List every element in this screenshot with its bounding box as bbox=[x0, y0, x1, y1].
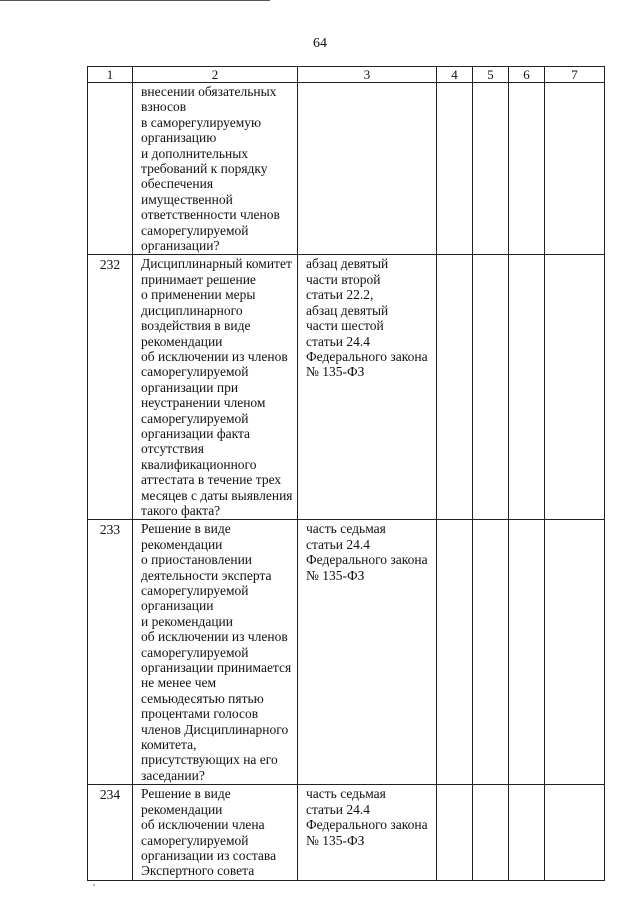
question-text bbox=[133, 83, 298, 255]
legal-reference bbox=[298, 520, 437, 785]
question-line: неустранении членом bbox=[141, 395, 266, 411]
question-line: об исключении члена bbox=[141, 817, 265, 833]
question-line: о применении меры bbox=[141, 287, 256, 303]
empty-cell-col-7 bbox=[545, 520, 605, 785]
reference-line: Федерального закона bbox=[306, 552, 428, 568]
question-line: квалификационного bbox=[141, 456, 257, 472]
empty-cell-col-5 bbox=[473, 83, 509, 255]
empty-cell-col-5 bbox=[473, 255, 509, 520]
question-line: отсутствия bbox=[141, 441, 204, 457]
reference-line: части второй bbox=[306, 271, 381, 287]
header-col-7: 7 bbox=[545, 67, 605, 83]
header-col-5: 5 bbox=[473, 67, 509, 83]
question-line: взносов bbox=[141, 99, 187, 115]
question-line: требований к порядку bbox=[141, 161, 268, 177]
reference-line: абзац девятый bbox=[306, 302, 389, 318]
header-col-6: 6 bbox=[509, 67, 545, 83]
empty-cell-col-7 bbox=[545, 785, 605, 880]
question-line: о приостановлении bbox=[141, 552, 253, 568]
empty-cell-col-6 bbox=[509, 83, 545, 255]
question-line: организации из состава bbox=[141, 847, 277, 863]
legal-reference bbox=[298, 83, 437, 255]
reference-line: статьи 22.2, bbox=[306, 287, 374, 303]
legal-reference bbox=[298, 785, 437, 880]
question-line: Решение в виде bbox=[141, 521, 231, 537]
question-line: семьюдесятью пятью bbox=[141, 690, 264, 706]
questions-table bbox=[87, 66, 605, 881]
question-line: процентами голосов bbox=[141, 706, 259, 722]
question-line: рекомендации bbox=[141, 801, 223, 817]
question-line: заседании? bbox=[141, 767, 205, 783]
header-col-3: 3 bbox=[298, 67, 437, 83]
question-line: организации факта bbox=[141, 425, 251, 441]
empty-cell-col-4 bbox=[437, 520, 473, 785]
question-line: и дополнительных bbox=[141, 145, 249, 161]
question-line: членов Дисциплинарного bbox=[141, 721, 289, 737]
question-line: саморегулируемой bbox=[141, 583, 249, 598]
question-line: саморегулируемой bbox=[141, 644, 249, 660]
table-row bbox=[88, 520, 605, 785]
question-line: организации bbox=[141, 598, 214, 614]
question-line: организации при bbox=[141, 379, 239, 395]
question-line: такого факта? bbox=[141, 502, 221, 518]
legal-reference bbox=[298, 255, 437, 520]
empty-cell-col-7 bbox=[545, 83, 605, 255]
question-line: рекомендации bbox=[141, 333, 223, 349]
question-line: воздействия в виде bbox=[141, 318, 251, 334]
row-number: 233 bbox=[88, 520, 133, 785]
header-col-4: 4 bbox=[437, 67, 473, 83]
question-line: имущественной bbox=[141, 191, 233, 207]
empty-cell-col-5 bbox=[473, 785, 509, 880]
question-line: саморегулируемой bbox=[141, 222, 249, 238]
header-col-2: 2 bbox=[133, 67, 298, 83]
empty-cell-col-6 bbox=[509, 255, 545, 520]
empty-cell-col-7 bbox=[545, 255, 605, 520]
reference-line: статьи 24.4 bbox=[306, 536, 370, 552]
reference-line: статьи 24.4 bbox=[306, 801, 370, 817]
question-line: в саморегулируемую bbox=[141, 114, 262, 130]
empty-cell-col-4 bbox=[437, 785, 473, 880]
question-line: дисциплинарного bbox=[141, 302, 243, 318]
question-line: ответственности членов bbox=[141, 207, 280, 223]
question-line: аттестата в течение трех bbox=[141, 472, 282, 488]
reference-line: абзац девятый bbox=[306, 256, 389, 272]
question-text bbox=[133, 520, 298, 785]
question-text bbox=[133, 785, 298, 880]
question-line: рекомендации bbox=[141, 536, 223, 552]
question-line: и рекомендации bbox=[141, 613, 234, 629]
question-line: организации? bbox=[141, 238, 220, 254]
row-number: 232 bbox=[88, 255, 133, 520]
top-rule bbox=[0, 0, 270, 1]
question-line: Экспертного совета bbox=[141, 863, 255, 879]
empty-cell-col-4 bbox=[437, 83, 473, 255]
reference-line: статьи 24.4 bbox=[306, 333, 370, 349]
row-number: 234 bbox=[88, 785, 133, 880]
question-line: саморегулируемой bbox=[141, 832, 249, 848]
question-line: организацию bbox=[141, 130, 217, 146]
reference-line: часть седьмая bbox=[306, 786, 386, 802]
question-line: Дисциплинарный комитет bbox=[141, 256, 292, 272]
page-number: 64 bbox=[313, 36, 327, 51]
empty-cell-col-6 bbox=[509, 785, 545, 880]
table-row bbox=[88, 83, 605, 255]
question-line: принимает решение bbox=[141, 271, 256, 287]
question-text bbox=[133, 255, 298, 520]
row-number bbox=[88, 83, 133, 255]
reference-line: № 135-ФЗ bbox=[306, 832, 365, 848]
question-line: об исключении из членов bbox=[141, 348, 288, 364]
question-line: обеспечения bbox=[141, 176, 214, 192]
scan-speck bbox=[93, 884, 95, 886]
question-line: присутствующих на его bbox=[141, 752, 278, 768]
question-line: не менее чем bbox=[141, 675, 217, 691]
empty-cell-col-6 bbox=[509, 520, 545, 785]
question-line: саморегулируемой bbox=[141, 364, 249, 380]
reference-line: Федерального закона bbox=[306, 817, 428, 833]
header-row bbox=[88, 67, 605, 83]
header-col-1: 1 bbox=[88, 67, 133, 83]
question-line: деятельности эксперта bbox=[141, 567, 272, 583]
question-line: организации принимается bbox=[141, 660, 292, 676]
reference-line: часть седьмая bbox=[306, 521, 386, 537]
empty-cell-col-5 bbox=[473, 520, 509, 785]
question-line: Решение в виде bbox=[141, 786, 231, 802]
reference-line: Федерального закона bbox=[306, 348, 428, 364]
reference-line: № 135-ФЗ bbox=[306, 364, 365, 380]
reference-line: части шестой bbox=[306, 318, 384, 334]
question-line: месяцев с даты выявления bbox=[141, 487, 293, 503]
question-line: об исключении из членов bbox=[141, 629, 288, 645]
question-line: саморегулируемой bbox=[141, 410, 249, 426]
question-line: внесении обязательных bbox=[141, 84, 277, 99]
table-row bbox=[88, 785, 605, 880]
question-line: комитета, bbox=[141, 737, 197, 753]
table-row bbox=[88, 255, 605, 520]
empty-cell-col-4 bbox=[437, 255, 473, 520]
reference-line: № 135-ФЗ bbox=[306, 567, 365, 583]
